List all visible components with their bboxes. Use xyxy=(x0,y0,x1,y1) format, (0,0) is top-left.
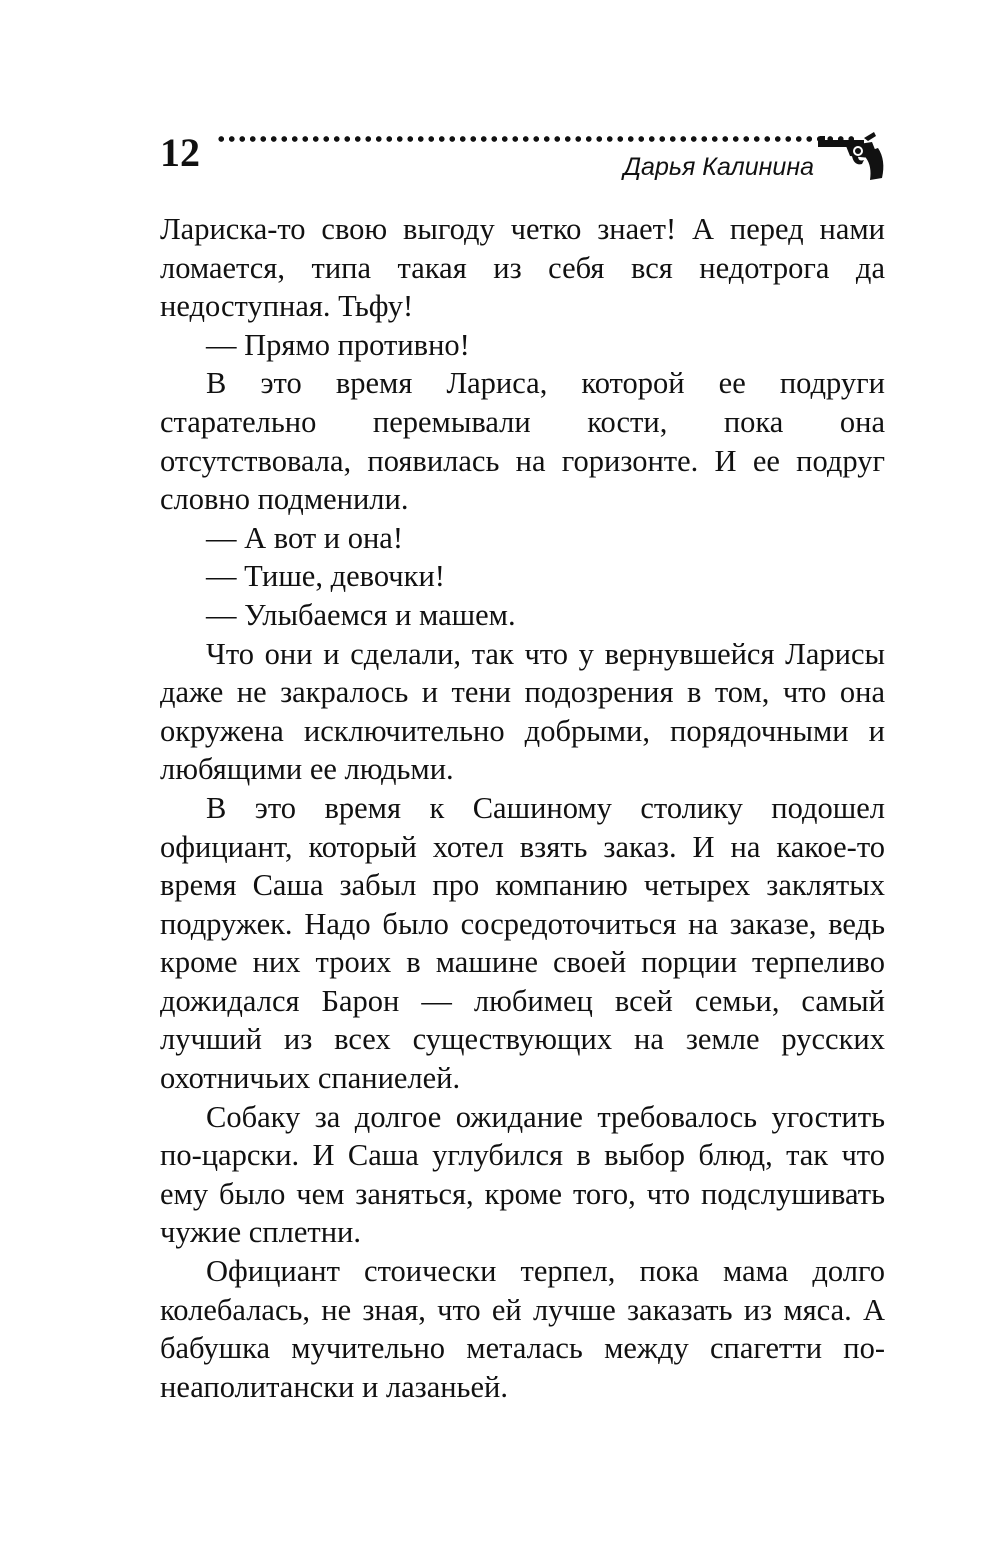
paragraph: В это время к Сашиному столику подошел официант, который хотел взять заказ. И на какое-то время Саша забыл про компанию четырех заклятых подружек. Надо было сосредоточиться на заказе, ведь кроме них троих в машине своей порции терпеливо дожидался Барон — любимец всей семьи, самый лучший из всех существующих на земле русских охотничьих спаниелей. xyxy=(160,790,885,1096)
paragraph: — Прямо противно! xyxy=(206,327,470,362)
paragraph: Лариска-то свою выгоду четко знает! А перед нами ломается, типа такая из себя вся недотрога да недоступная. Тьфу! xyxy=(160,212,885,324)
running-header xyxy=(160,128,890,188)
paragraph: Что они и сделали, так что у вернувшейся Ларисы даже не закралось и тени подозрения в том, что она окружена исключительно добрыми, порядочными и любящими ее людьми. xyxy=(160,636,885,787)
paragraph: Собаку за долгое ожидание требовалось угостить по-царски. И Саша углубился в выбор блюд, так что ему было чем заняться, кроме того, что подслушивать чужие сплетни. xyxy=(160,1099,885,1250)
paragraph: — Тише, девочки! xyxy=(206,559,445,594)
paragraph: — А вот и она! xyxy=(206,520,403,555)
dotted-leader xyxy=(216,134,856,144)
page-number: 12 xyxy=(160,130,200,175)
author-name: Дарья Калинина xyxy=(623,153,814,181)
paragraph: Официант стоически терпел, пока мама долго колебалась, не зная, что ей лучше заказать из мяса. А бабушка мучительно металась между спагетти по-неаполитански и лазаньей. xyxy=(160,1254,885,1404)
paragraph: В это время Лариса, которой ее подруги старательно перемывали кости, пока она отсутствовала, появилась на горизонте. И ее подруг словно подменили. xyxy=(160,366,885,517)
paragraph: — Улыбаемся и машем. xyxy=(206,597,516,632)
revolver-icon xyxy=(816,130,888,182)
page-body xyxy=(160,210,885,1406)
